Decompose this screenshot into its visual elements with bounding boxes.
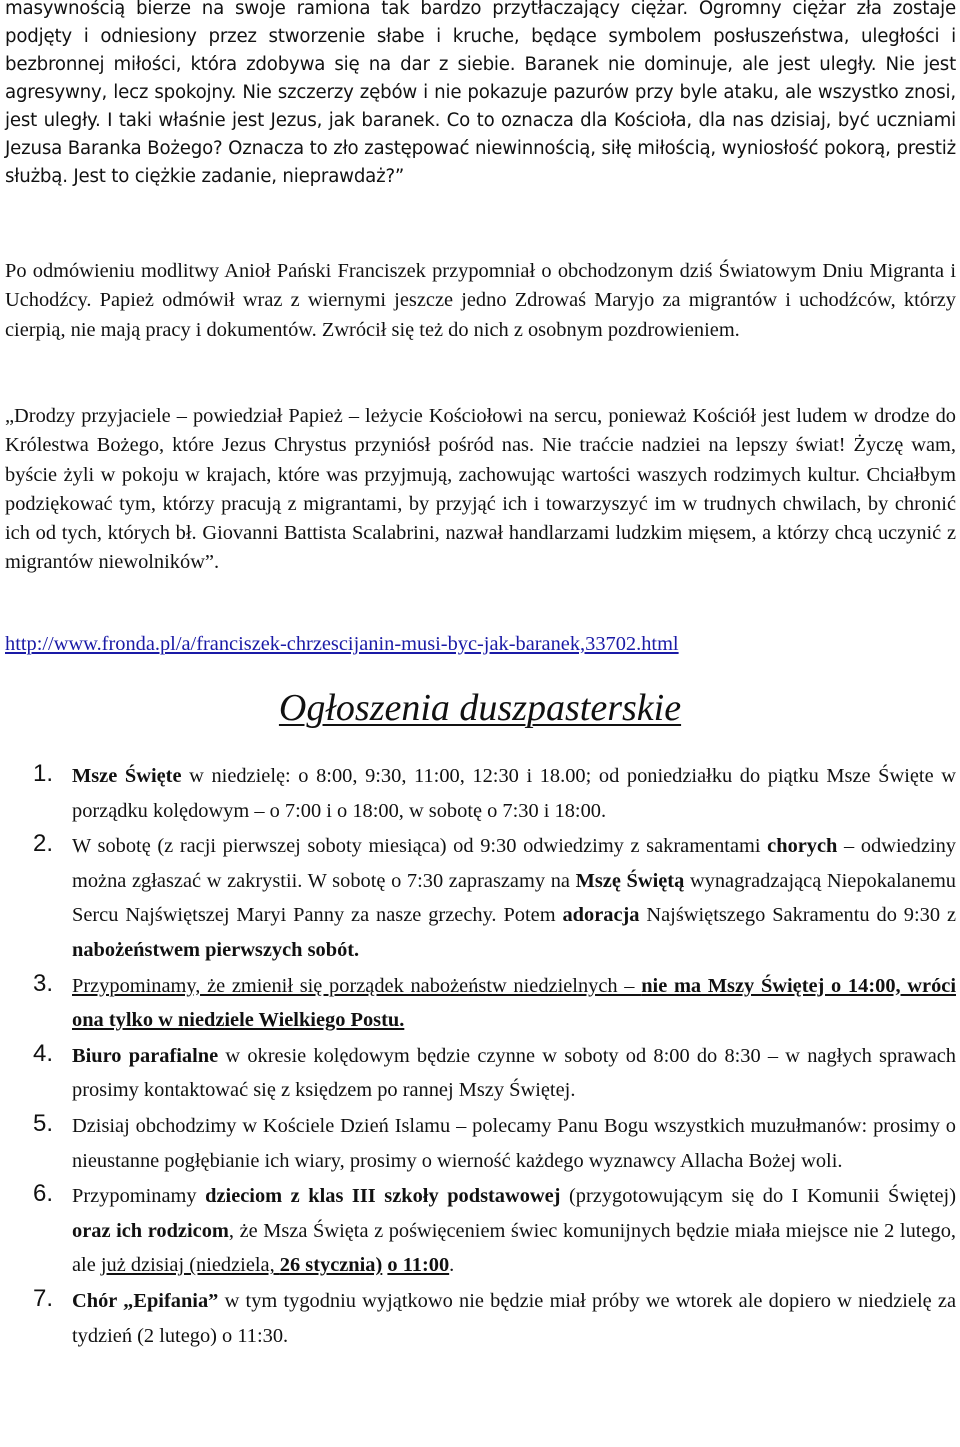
item-number: 6.	[33, 1180, 54, 1208]
item-number: 1.	[33, 760, 54, 787]
bold-text: nabożeństwem pierwszych sobót.	[72, 938, 360, 961]
bold-text: chorych	[767, 835, 838, 858]
announcement-item-6	[0, 1179, 956, 1283]
item-text: (przygotowującym się do I Komunii Świętej)	[560, 1185, 956, 1208]
angelus-paragraph: Po odmówieniu modlitwy Anioł Pański Franciszek przypomniał o obchodzonym dziś Światowym Dniu Migranta i Uchodźcy. Papież odmówił wraz z wiernymi jeszcze jedno Zdrowaś Maryjo za migrantów i uchodźców, którzy cierpią, nie mają pracy i dokumentów. Zwrócił się też do nich z osobnym pozdrowieniem.	[5, 260, 956, 341]
announcement-item-2	[0, 829, 956, 967]
announcement-item-3	[0, 969, 956, 1038]
item-text: W sobotę (z racji pierwszej soboty miesiąca) od 9:30 odwiedzimy z sakramentami	[72, 835, 768, 858]
source-link-paragraph	[5, 630, 956, 659]
bold-text: Biuro parafialne	[72, 1044, 219, 1067]
item-text: Dzisiaj obchodzimy w Kościele Dzień Islamu – polecamy Panu Bogu wszystkich muzułmanów: prosimy o nieustanne pogłębianie ich wiary, prosimy o wierność każdego wyznawcy Allacha Bożej woli.	[72, 1114, 956, 1172]
bold-text: oraz ich rodzicom	[72, 1219, 229, 1242]
intro-paragraph: masywnością bierze na swoje ramiona tak bardzo przytłaczający ciężar. Ogromny ciężar zła zostaje podjęty i odniesiony przez stworzenie słabe i kruche, będące symbolem posłuszeństwa, uległości i bezbronnej miłości, która zdobywa się na dar z siebie. Baranek nie dominuje, ale jest uległy. Nie jest agresywny, lecz spokojny. Nie szczerzy zębów i nie pokazuje pazurów przy byle ataku, ale wszystko znosi, jest uległy. I taki właśnie jest Jezus, jak baranek. Co to oznacza dla Kościoła, dla nas dzisiaj, być uczniami Jezusa Baranka Bożego? Oznacza to zło zastępować niewinnością, siłę miłością, wyniosłość pokorą, prestiż służbą. Jest to ciężkie zadanie, nieprawdaż?”	[5, 0, 956, 187]
item-number: 3.	[33, 969, 54, 997]
item-number: 5.	[33, 1109, 54, 1137]
source-link[interactable]: http://www.fronda.pl/a/franciszek-chrzescijanin-musi-byc-jak-baranek,33702.html	[5, 633, 679, 655]
underlined-text: Przypominamy, że zmienił się porządek nabożeństw niedzielnych –	[72, 974, 642, 997]
announcements-list	[0, 759, 956, 1354]
announcement-item-5	[0, 1109, 956, 1178]
bold-underlined-text: o 11:00	[387, 1254, 450, 1277]
item-text: .	[449, 1254, 455, 1277]
bold-text: adoracja	[562, 904, 640, 927]
item-text: wynagradzającą Niepokalanemu Sercu Najświętszej Maryi Panny za nasze grzechy. Potem	[72, 869, 957, 927]
bold-text: Mszę Świętą	[575, 869, 685, 892]
underlined-text: już dzisiaj (niedziela,	[100, 1254, 280, 1277]
item-number: 2.	[33, 830, 54, 858]
announcements-heading: Ogłoszenia duszpasterskie	[278, 687, 682, 729]
bold-underlined-text: nie ma Mszy Świętej o 14:00, wróci ona tylko w niedziele Wielkiego Postu.	[72, 974, 956, 1032]
announcement-item-4	[0, 1039, 956, 1108]
bold-text: Chór „Epifania”	[72, 1289, 219, 1312]
item-text: w okresie kolędowym będzie czynne w soboty od 8:00 do 8:30 – w nagłych sprawach prosimy kontaktować się z księdzem po rannej Mszy Świętej.	[72, 1044, 956, 1102]
bold-text: dzieciom z klas III szkoły podstawowej	[205, 1185, 561, 1208]
item-text: – odwiedziny można zgłaszać w zakrystii. W sobotę o 7:30 zapraszamy na	[72, 835, 956, 892]
announcement-item-1	[0, 759, 956, 828]
bold-text: Msze Święte	[72, 765, 182, 787]
item-text: , że Msza Święta z poświęceniem świec komunijnych będzie miała miejsce nie 2 lutego, ale	[72, 1219, 956, 1277]
announcement-item-7	[0, 1284, 956, 1353]
item-text: Przypominamy	[72, 1185, 206, 1208]
item-text: w niedzielę: o 8:00, 9:30, 11:00, 12:30 i 18.00; od poniedziałku do piątku Msze Święte w porządku kolędowym – o 7:00 i o 18:00, w sobotę o 7:30 i 18:00.	[72, 765, 956, 822]
item-text: w tym tygodniu wyjątkowo nie będzie miał próby we wtorek ale dopiero w niedzielę za tydzień (2 lutego) o 11:30.	[72, 1289, 956, 1347]
item-text: Najświętszego Sakramentu do 9:30 z	[639, 904, 957, 927]
item-number: 7.	[33, 1284, 54, 1312]
pope-quote-paragraph: „Drodzy przyjaciele – powiedział Papież – leżycie Kościołowi na sercu, ponieważ Kościół jest ludem w drodze do Królestwa Bożego, które Jezus Chrystus przyniósł pośród nas. Nie traćcie nadziei na lepszy świat! Życzę wam, byście żyli w pokoju w krajach, które was przyjmują, zachowując wartości waszych rodzimych kultur. Chciałbym podziękować tym, którzy pracują z migrantami, by przyjąć ich i towarzyszyć im w trudnych chwilach, by chronić ich od tych, których bł. Giovanni Battista Scalabrini, nazwał handlarzami ludzkim mięsem, a którzy chcą uczynić z migrantów niewolników”.	[5, 405, 956, 574]
item-number: 4.	[33, 1039, 54, 1067]
bold-underlined-text: 26 stycznia)	[279, 1254, 383, 1277]
